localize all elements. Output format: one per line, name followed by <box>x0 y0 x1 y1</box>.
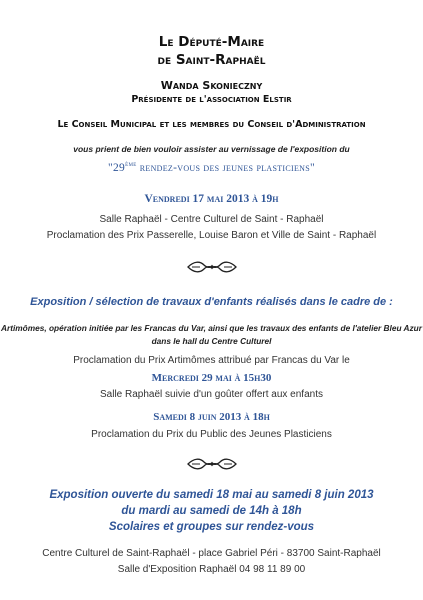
exhibition-title-rest: rendez-vous des jeunes plasticiens" <box>136 161 315 174</box>
footer-open-2: du mardi au samedi de 14h à 18h <box>121 505 302 517</box>
exhibition-title-open: "29 <box>108 161 126 174</box>
president-role: Présidente de l'association Elstir <box>131 94 292 105</box>
council-line: Le Conseil Municipal et les membres du Conseil d'Administration <box>57 119 366 130</box>
invitation-text: vous prient de bien vouloir assister au vernissage de l'exposition du <box>73 144 350 154</box>
exposition-desc-2: dans le hall du Centre Culturel <box>151 336 272 346</box>
exposition-place: Salle Raphaël suivie d'un goûter offert aux enfants <box>100 389 323 400</box>
event3-date: Samedi 8 juin 2013 à 18h <box>153 411 270 423</box>
ornament-divider-icon <box>186 260 238 274</box>
exhibition-title-sup: ème <box>125 159 137 168</box>
exposition-date: Mercredi 29 mai à 15h30 <box>151 372 272 384</box>
exposition-desc-1: Artimômes, opération initiée par les Francas du Var, ainsi que les travaux des enfants de l'atelier Bleu Azur <box>1 323 422 333</box>
header-line-1: Le Député-Maire <box>158 34 265 50</box>
footer-open-3: Scolaires et groupes sur rendez-vous <box>108 521 315 533</box>
header-line-2: de Saint-Raphaël <box>157 52 266 68</box>
footer-address: Centre Culturel de Saint-Raphaël - place Gabriel Péri - 83700 Saint-Raphaël <box>42 548 381 559</box>
president-name: Wanda Skonieczny <box>160 79 263 92</box>
exposition-heading: Exposition / sélection de travaux d'enfants réalisés dans le cadre de : <box>30 296 393 308</box>
footer-open-1: Exposition ouverte du samedi 18 mai au samedi 8 juin 2013 <box>49 489 374 501</box>
event1-proclamation: Proclamation des Prix Passerelle, Louise Baron et Ville de Saint - Raphaël <box>46 230 377 241</box>
event3-proclamation: Proclamation du Prix du Public des Jeunes Plasticiens <box>91 429 332 440</box>
exhibition-title <box>0 159 423 174</box>
ornament-divider-icon <box>186 457 238 471</box>
event1-date: Vendredi 17 mai 2013 à 19h <box>144 193 279 205</box>
event1-place: Salle Raphaël - Centre Culturel de Saint - Raphaël <box>99 214 324 225</box>
exposition-proclamation: Proclamation du Prix Artimômes attribué par Francas du Var le <box>73 355 350 366</box>
footer-phone: Salle d'Exposition Raphaël 04 98 11 89 00 <box>117 564 306 575</box>
